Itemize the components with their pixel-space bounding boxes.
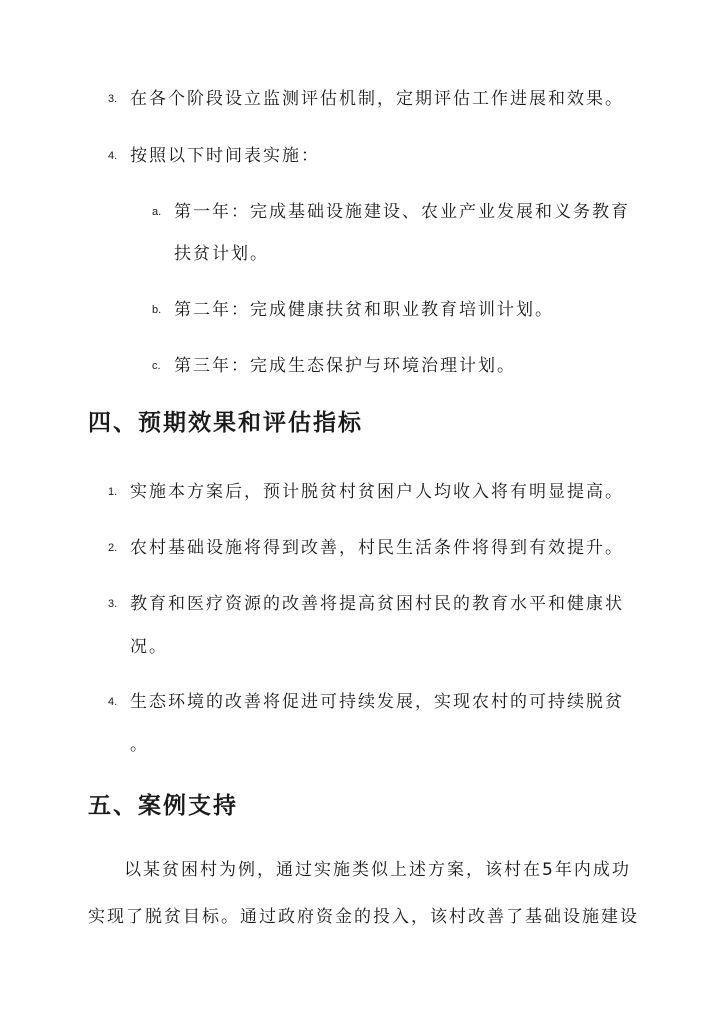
list-item-text: 农村基础设施将得到改善，村民生活条件将得到有效提升。 [130,538,624,558]
sublist-marker: a. [152,206,162,218]
paragraph-line: 实现了脱贫目标。通过政府资金的投入，该村改善了基础设施建设 [88,907,639,927]
list-item-text: 按照以下时间表实施： [130,146,320,166]
section-heading: 四、预期效果和评估指标 [88,410,363,436]
sublist-item-text: 第一年：完成基础设施建设、农业产业发展和义务教育 [174,202,630,222]
sublist-item-text: 第三年：完成生态保护与环境治理计划。 [174,356,516,376]
list-marker: 3. [108,93,118,105]
list-item-text-cont: 况。 [130,637,168,657]
list-item-text: 生态环境的改善将促进可持续发展，实现农村的可持续脱贫 [130,692,624,712]
list-item-text: 在各个阶段设立监测评估机制，定期评估工作进展和效果。 [130,89,624,109]
list-item-text: 实施本方案后，预计脱贫村贫困户人均收入将有明显提高。 [130,482,624,502]
section-heading: 五、案例支持 [88,793,238,819]
sublist-item-text: 第二年：完成健康扶贫和职业教育培训计划。 [174,300,554,320]
list-marker: 2. [108,542,118,554]
paragraph-line: 以某贫困村为例，通过实施类似上述方案，该村在5年内成功 [124,860,631,880]
list-item-text-cont: 。 [130,735,149,755]
list-marker: 4. [108,696,118,708]
sublist-marker: c. [152,360,161,372]
list-marker: 4. [108,150,118,162]
sublist-marker: b. [152,304,162,316]
list-marker: 1. [108,486,118,498]
list-marker: 3. [108,598,118,610]
sublist-item-text-cont: 扶贫计划。 [174,244,269,264]
list-item-text: 教育和医疗资源的改善将提高贫困村民的教育水平和健康状 [130,594,624,614]
